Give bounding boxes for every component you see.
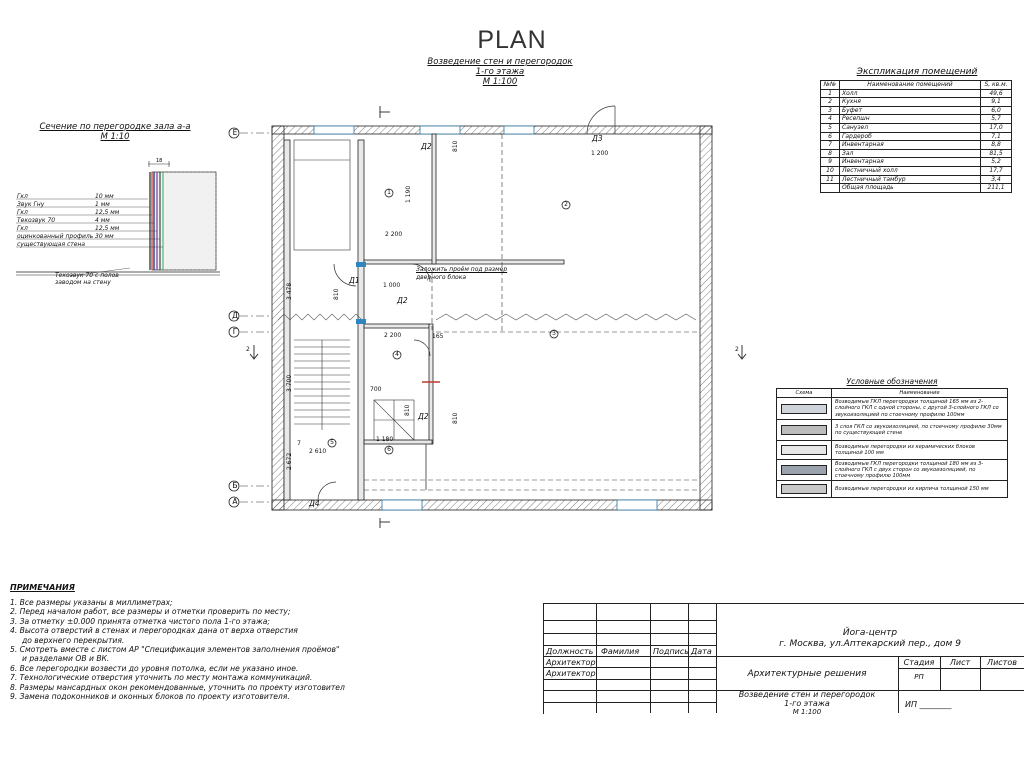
legend-text: Возводимые ГКЛ перегородки толщиной 165 мм из 2-слойного ГКЛ с одной стороны, с другой 3-слойного ГКЛ со звукоизоляцией по стоечному профилю 100мм [832,398,1008,420]
section-note-1: Текозвук 70 с полов [55,272,119,279]
legend-item [777,459,1008,481]
stage-header: Стадия [903,658,935,667]
layer-name-4: Текозвук 70 [17,217,56,224]
note-item: до верхнего перекрытия. [22,635,125,645]
project-name: Йога-центр [842,628,898,638]
table-row [821,175,1012,184]
dim-2: 2 200 [384,332,402,339]
room-area: 5,7 [981,115,1012,124]
legend-text: 3 слоя ГКЛ со звукоизоляцией, по стоечному профилю 30мм по существующей стене [832,419,1008,440]
room-number-5: 5 [330,439,334,446]
table-row [821,166,1012,175]
table-row [821,123,1012,132]
room-no: 4 [821,115,840,124]
room-area: 81,5 [981,149,1012,158]
tb-role-1: Архитектор [546,658,596,667]
opening-note-2: дверного блока [416,274,467,281]
room-no: 10 [821,166,840,175]
explication-table [820,80,1012,193]
tb-header-position: Должность [546,647,594,656]
layer-name-7: существующая стена [17,241,86,248]
room-number-4: 4 [395,351,399,358]
dim-8: 3 478 [286,282,293,300]
legend-col-scheme: Схема [777,389,832,398]
legend-text: Возводимые перегородки из керамических блоков толщиной 100 мм [832,440,1008,459]
room-area: 6,0 [981,106,1012,115]
dim-7: 700 [370,386,382,393]
legend-swatch [781,465,827,475]
explication-col-no: №№ [821,81,840,90]
note-item: 8. Размеры мансардных окон рекомендованные, уточнить по проекту изготовител [10,682,345,692]
tb-header-surname: Фамилия [601,647,640,656]
door-label-d1: Д1 [349,276,360,285]
room-no [821,184,840,193]
layer-name-3: Гкл [17,209,28,216]
explication-title: Экспликация помещений [856,67,978,77]
dim-4: 1 180 [376,436,394,443]
room-area: 3,4 [981,175,1012,184]
room-area: 49,6 [981,89,1012,98]
room-name: Кухня [840,98,981,107]
note-item: 9. Замена подоконников и оконных блоков по проекту изготовителя. [10,692,290,702]
note-item: 2. Перед началом работ, все размеры и отметки проверить по месту; [10,607,291,617]
room-no: 9 [821,158,840,167]
legend-table [776,388,1008,498]
note-item: 5. Смотреть вместе с листом АР "Спецификация элементов заполнения проёмов" [10,645,340,655]
dim-12: 810 [333,288,340,300]
existing-wall [152,172,216,270]
table-row [821,149,1012,158]
layer-value-2: 1 мм [95,201,110,208]
axis-label-d: Д [232,311,238,320]
note-item: 1. Все размеры указаны в миллиметрах; [10,598,173,607]
table-row [821,132,1012,141]
table-row [821,115,1012,124]
notes-heading: ПРИМЕЧАНИЯ [10,583,75,592]
door-label-d2-low: Д2 [418,412,429,421]
room-name: Холл [840,89,981,98]
table-row [821,106,1012,115]
dim-10: 2 672 [286,452,293,470]
door-label-d3: Д3 [592,134,603,143]
layer-value-1: 10 мм [95,193,114,200]
room-area: 9,1 [981,98,1012,107]
total-area: 211,1 [981,184,1012,193]
dim-3: 1 000 [383,282,401,289]
room-no: 3 [821,106,840,115]
room-no: 6 [821,132,840,141]
legend-item [777,398,1008,420]
room-number-3: 3 [552,330,556,337]
dim-11: 810 [452,140,459,152]
room-name: Инвентарная [840,141,981,150]
room-area: 17,0 [981,123,1012,132]
room-name: Инвентарная [840,158,981,167]
room-name: Ресепшн [840,115,981,124]
dim-14: 810 [404,404,411,416]
drawing-scale: М 1:100 [482,77,518,87]
room-area: 17,7 [981,166,1012,175]
section-scale: М 1:10 [100,132,130,142]
room-number-7: 7 [297,440,301,447]
note-item: и разделами ОВ и ВК. [22,654,110,664]
layer-value-3: 12,5 мм [95,209,120,216]
drawing-title-line-2: 1-го этажа [475,67,525,77]
section-note-2: заводом на стену [55,279,111,286]
room-no: 2 [821,98,840,107]
legend-swatch [781,445,827,455]
legend-swatch [781,404,827,414]
section-mark-left: 2 [246,346,250,353]
organization: ИП ________ [905,700,952,709]
room-no: 8 [821,149,840,158]
floor-plan [222,100,762,530]
room-name: Лестничный тамбур [840,175,981,184]
opening-note-1: Заложить проём под размер [416,266,508,273]
section-dim: 18 [156,158,163,164]
axis-label-a: А [232,497,238,506]
room-area: 7,1 [981,132,1012,141]
tb-header-date: Дата [691,647,712,656]
note-item: 7. Технологические отверстия уточнить по месту монтажа коммуникаций. [10,673,313,683]
stage-value: РП [914,673,924,681]
tb-header-signature: Подпись [653,647,689,656]
room-name: Гардероб [840,132,981,141]
layer-name-5: Гкл [17,225,28,232]
layer-name-6: оцинкованный профиль [17,233,94,240]
sheet-title-2: 1-го этажа [784,699,830,708]
room-area: 8,8 [981,141,1012,150]
legend-title: Условные обозначения [846,377,938,386]
dim-6: 1 200 [591,150,609,157]
dim-16: 165 [432,333,444,340]
room-name: Лестничный холл [840,166,981,175]
legend-text: Возводимые перегородки из кирпича толщиной 150 мм [832,481,1008,498]
door-label-d4: Д4 [309,499,320,508]
page-title: PLAN [477,26,547,54]
dim-1: 2 200 [385,231,403,238]
table-row [821,98,1012,107]
sheet-title-3: М 1:100 [792,708,822,716]
sheet-header: Лист [949,658,971,667]
dim-9: 3 700 [286,374,293,392]
tb-role-2: Архитектор [546,669,596,678]
table-row [821,141,1012,150]
legend-col-name: Наименование [832,389,1008,398]
legend-swatch [781,425,827,435]
total-label: Общая площадь [840,184,981,193]
legend-item [777,440,1008,459]
sheets-header: Листов [987,658,1017,667]
note-item: 4. Высота отверстий в стенах и перегородках дана от верха отверстия [10,626,298,636]
door-label-d2-top: Д2 [421,142,432,151]
room-name: Зал [840,149,981,158]
staircase [294,140,414,440]
explication-col-area: S, кв.м. [981,81,1012,90]
sheet-title-1: Возведение стен и перегородок [738,690,876,699]
dim-15: 1 190 [405,185,412,203]
layer-name-2: Звук Гну [17,201,45,208]
axis-label-e: Е [232,128,238,137]
room-number-1: 1 [387,189,391,196]
legend-header [777,389,1008,398]
note-item: 6. Все перегородки возвести до уровня потолка, если не указано иное. [10,663,299,673]
explication-col-name: Наименование помещений [840,81,981,90]
door-label-d2-mid: Д2 [397,296,408,305]
table-row [821,158,1012,167]
project-address: г. Москва, ул.Аптекарский пер., дом 9 [779,639,961,649]
room-area: 5,2 [981,158,1012,167]
room-name: Санузел [840,123,981,132]
note-item: 3. За отметку ±0.000 принята отметка чистого пола 1-го этажа; [10,616,270,626]
layer-name-1: Гкл [17,193,28,200]
legend-swatch [781,484,827,494]
room-no: 7 [821,141,840,150]
layer-value-4: 4 мм [95,217,110,224]
room-no: 1 [821,89,840,98]
room-name: Буфет [840,106,981,115]
exterior-walls [272,126,712,510]
drawing-title-line-1: Возведение стен и перегородок [427,57,573,67]
table-row [821,89,1012,98]
axis-label-b: Б [232,481,238,490]
section-name: Архитектурные решения [747,669,867,679]
section-title: Сечение по перегородке зала а-а [39,122,191,132]
axis-label-g: Г [232,327,238,336]
table-row-total [821,184,1012,193]
notes-list [10,598,345,701]
legend-text: Возводимые ГКЛ перегородки толщиной 180 мм из 3-слойного ГКЛ с двух сторон со звукоизоляцией, по стоечному профилю 100мм [832,459,1008,481]
legend-item [777,419,1008,440]
room-no: 11 [821,175,840,184]
layer-value-6: 30 мм [95,233,114,240]
layer-value-5: 12,5 мм [95,225,120,232]
legend-item [777,481,1008,498]
room-number-2: 2 [564,201,568,208]
dim-5: 2 610 [309,448,327,455]
interior-walls [284,134,564,500]
room-no: 5 [821,123,840,132]
room-number-6: 6 [387,446,391,453]
section-mark-right: 2 [735,346,739,353]
explication-header [821,81,1012,90]
dim-13: 810 [452,412,459,424]
